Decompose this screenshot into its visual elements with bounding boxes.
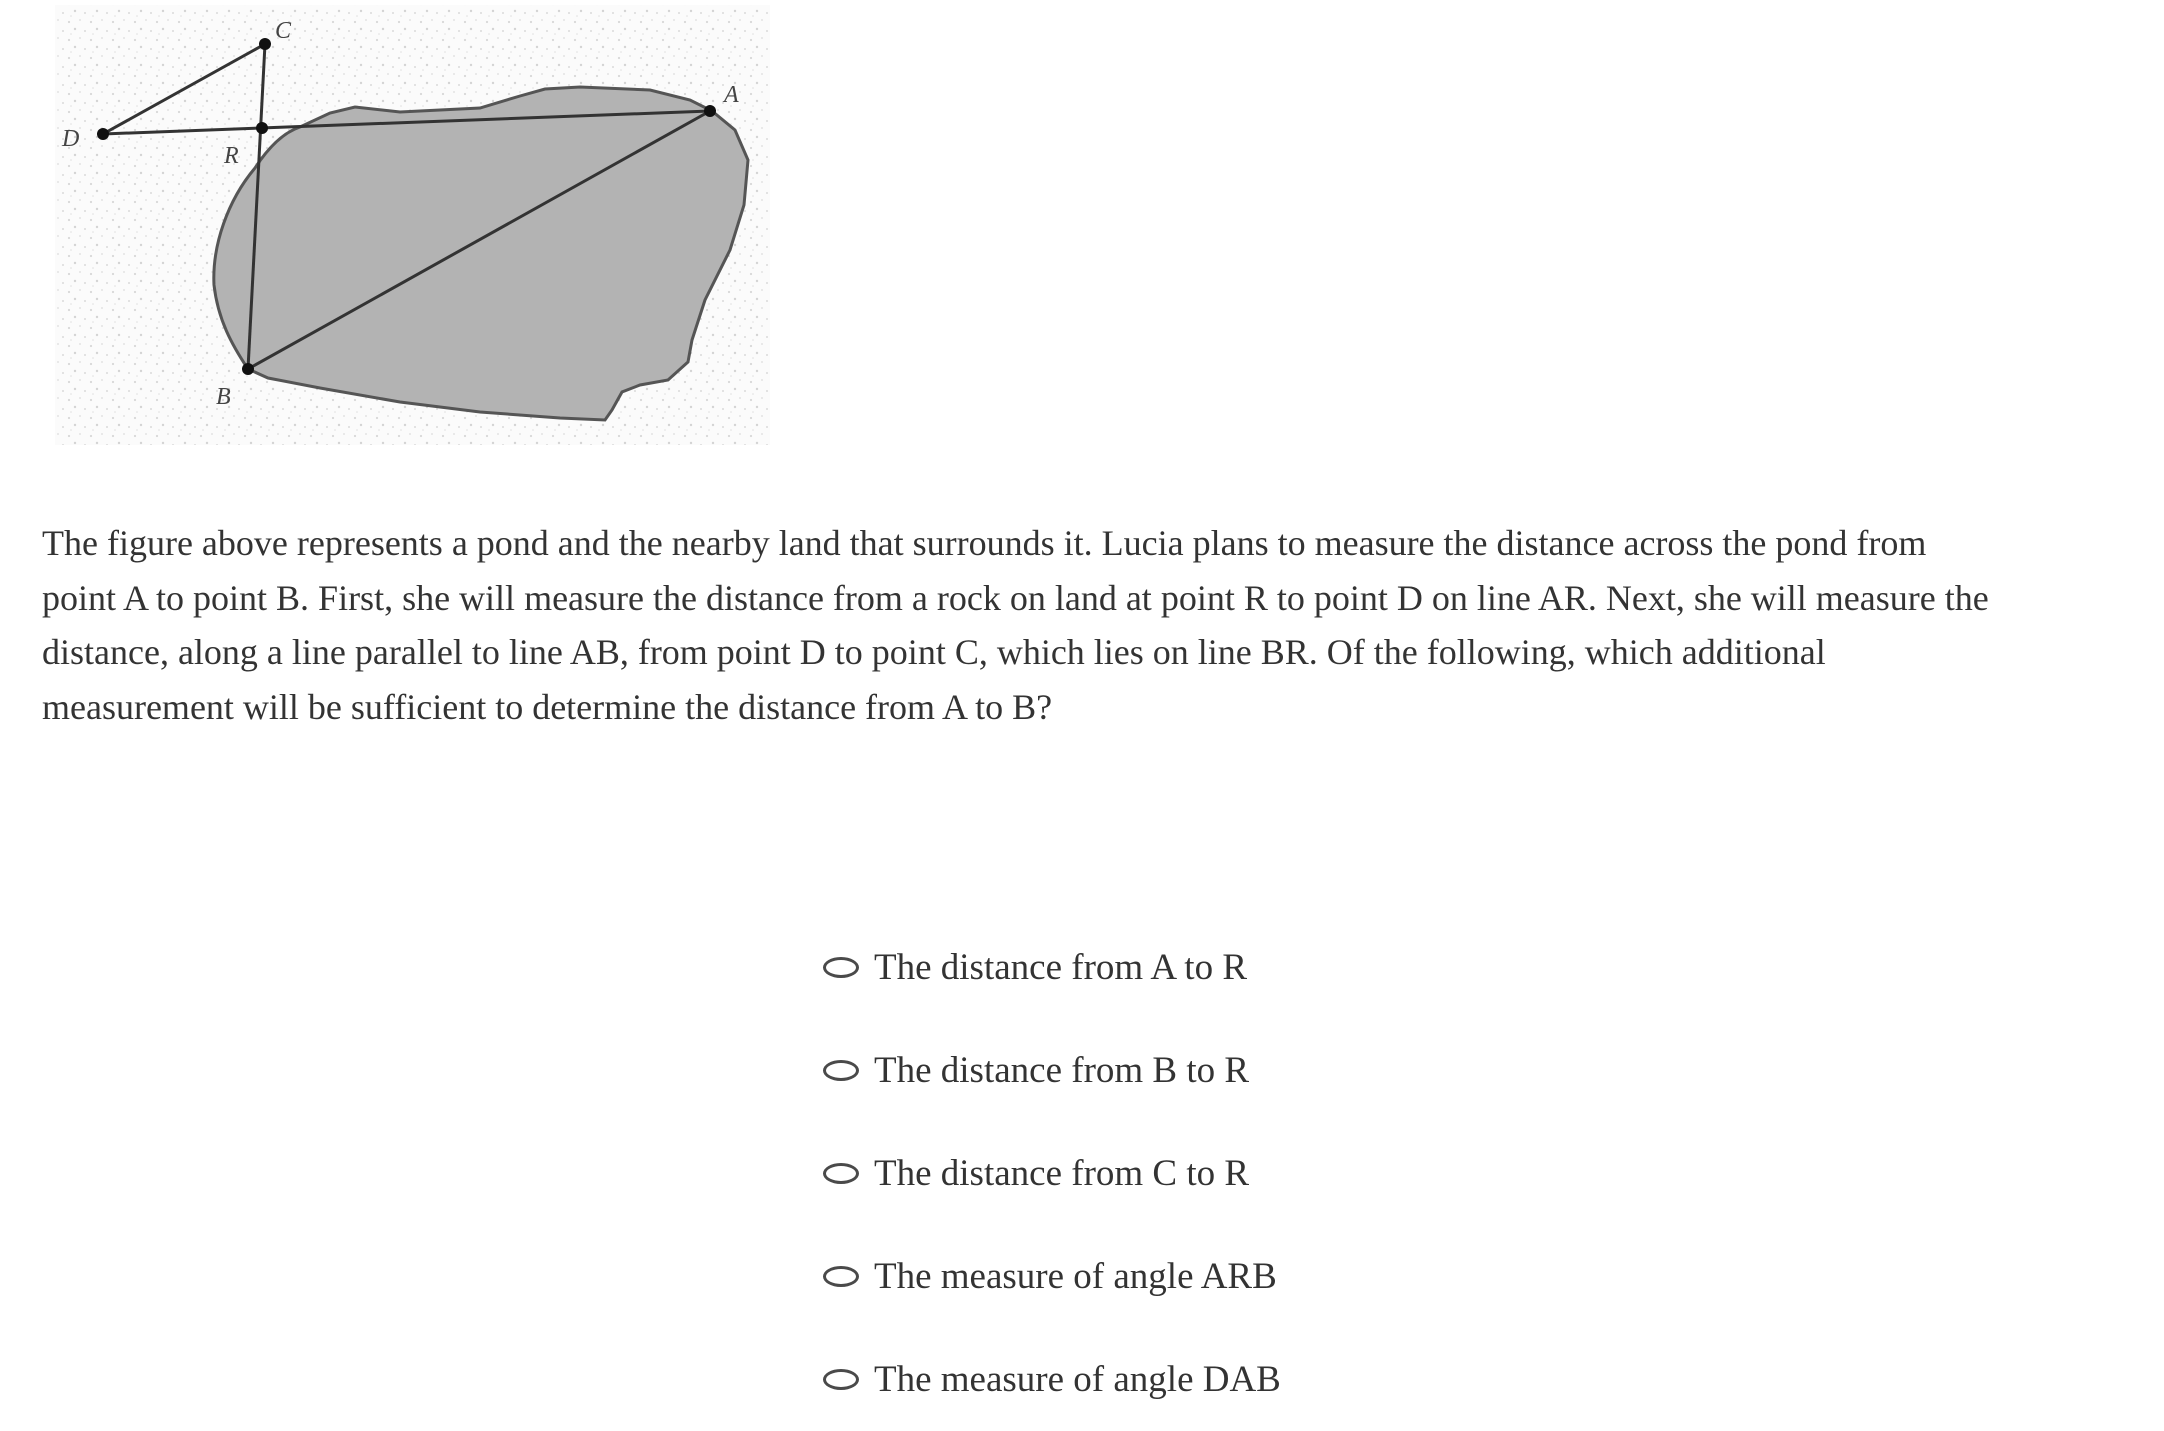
option-label[interactable]: The distance from A to R — [874, 946, 1248, 988]
pond-diagram — [0, 0, 780, 450]
radio-button[interactable] — [823, 1266, 859, 1287]
question-text — [42, 516, 2142, 734]
option-label[interactable]: The distance from C to R — [874, 1152, 1250, 1194]
point-c — [259, 38, 271, 50]
point-b — [242, 363, 254, 375]
question-line: point A to point B. First, she will measure the distance from a rock on land at point R to point D on line AR. Next, she will measure the — [42, 577, 1989, 618]
point-d — [97, 128, 109, 140]
option-label[interactable]: The distance from B to R — [874, 1049, 1250, 1091]
pond-shape — [214, 87, 748, 420]
pond-figure — [0, 0, 780, 450]
label-c: C — [275, 18, 292, 44]
label-r: R — [224, 143, 239, 169]
answer-option-angle-arb[interactable] — [823, 1225, 1723, 1328]
answer-option-b-to-r[interactable] — [823, 1019, 1723, 1122]
option-label[interactable]: The measure of angle DAB — [874, 1358, 1281, 1400]
radio-button[interactable] — [823, 957, 859, 978]
question-line: The figure above represents a pond and the nearby land that surrounds it. Lucia plans to measure the distance across the pond from — [42, 523, 1927, 563]
radio-button[interactable] — [823, 1060, 859, 1081]
radio-button[interactable] — [823, 1369, 859, 1390]
label-b: B — [216, 384, 231, 410]
answer-option-angle-dab[interactable] — [823, 1328, 1723, 1431]
point-r — [256, 122, 268, 134]
label-d: D — [62, 126, 80, 152]
question-line: measurement will be sufficient to determine the distance from A to B? — [42, 686, 1053, 727]
question-line: distance, along a line parallel to line AB, from point D to point C, which lies on line BR. Of the following, which additional — [42, 632, 1826, 672]
label-a: A — [724, 82, 739, 108]
option-label[interactable]: The measure of angle ARB — [874, 1255, 1277, 1297]
answer-options — [823, 916, 1723, 1431]
radio-button[interactable] — [823, 1163, 859, 1184]
answer-option-a-to-r[interactable] — [823, 916, 1723, 1019]
point-a — [704, 105, 716, 117]
answer-option-c-to-r[interactable] — [823, 1122, 1723, 1225]
